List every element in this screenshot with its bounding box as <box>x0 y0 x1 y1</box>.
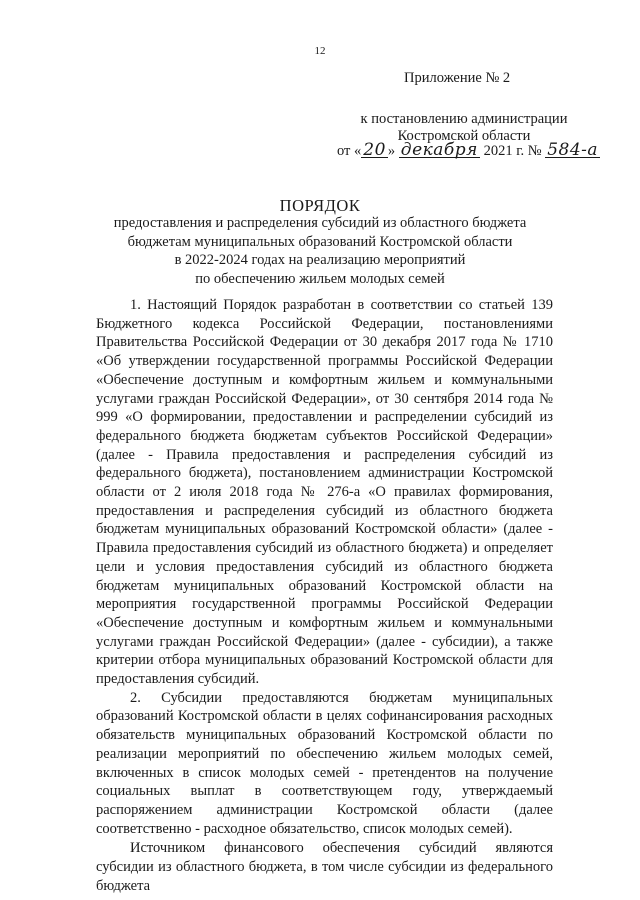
appendix-date-line <box>337 140 600 160</box>
page-number: 12 <box>314 45 326 57</box>
subtitle-line: в 2022-2024 годах на реализацию мероприятий <box>174 252 466 268</box>
appendix-title: Приложение № 2 <box>404 70 511 86</box>
date-year: 2021 г. № <box>483 143 542 159</box>
subtitle-line: по обеспечению жильем молодых семей <box>195 270 445 287</box>
paragraph-2: 2. Субсидии предоставляются бюджетам муниципальных образований Костромской области в целях софинансирования расходных обязательств муниципальных образований Костромской области по реализации мероприятий по обеспечению жильем молодых семей, включенных в список молодых семей - претендентов на получение социальных выплат в соответствующем году, утверждаемый распоряжением администрации Костромской области (далее соответственно - расходное обязательство, список молодых семей). <box>96 689 553 837</box>
document-subtitle <box>0 214 640 288</box>
paragraph-3: Источником финансового обеспечения субсидий являются субсидии из областного бюджета, в том числе субсидии из федерального бюджета <box>96 840 553 894</box>
date-mid: » <box>387 143 396 159</box>
handwritten-month: декабря <box>400 140 478 160</box>
handwritten-number: 584-а <box>547 140 599 160</box>
appendix-to-line: к постановлению администрации <box>360 111 568 127</box>
document-body <box>96 296 553 896</box>
appendix-region-line: Костромской области <box>397 128 531 144</box>
paragraph-1: 1. Настоящий Порядок разработан в соответствии со статьей 139 Бюджетного кодекса Российской Федерации, постановлениями Правительства Российской Федерации от 30 декабря 2017 года № 1710 «Об утверждении государственной программы Российской Федерации «Обеспечение доступным и комфортным жильем и коммунальными услугами граждан Российской Федерации», от 30 сентября 2014 года № 999 «О формировании, предоставлении и распределении субсидий из федерального бюджета бюджетам субъектов Российской Федерации» (далее - Правила предоставления и распределения субсидий из федерального бюджета), постановлением администрации Костромской области от 2 июля 2018 года № 276-а «О правилах формирования, предоставления и распределения субсидий из областного бюджета бюджетам муниципальных образований Костромской области» (далее - Правила предоставления субсидий из областного бюджета) и определяет цели и условия предоставления субсидий из областного бюджета бюджетам муниципальных образований Костромской области на мероприятия государственной программы Российской Федерации «Обеспечение доступным и комфортным жильем и коммунальными услугами граждан Российской Федерации» (далее - субсидии), а также критерии отбора муниципальных образований Костромской области для предоставления субсидий. <box>96 297 553 688</box>
date-prefix: от « <box>337 143 362 159</box>
subtitle-line: бюджетам муниципальных образований Костромской области <box>127 233 513 250</box>
subtitle-line: предоставления и распределения субсидий из областного бюджета <box>113 215 527 231</box>
handwritten-day: 20 <box>363 140 386 160</box>
document-title: ПОРЯДОК <box>279 196 361 215</box>
